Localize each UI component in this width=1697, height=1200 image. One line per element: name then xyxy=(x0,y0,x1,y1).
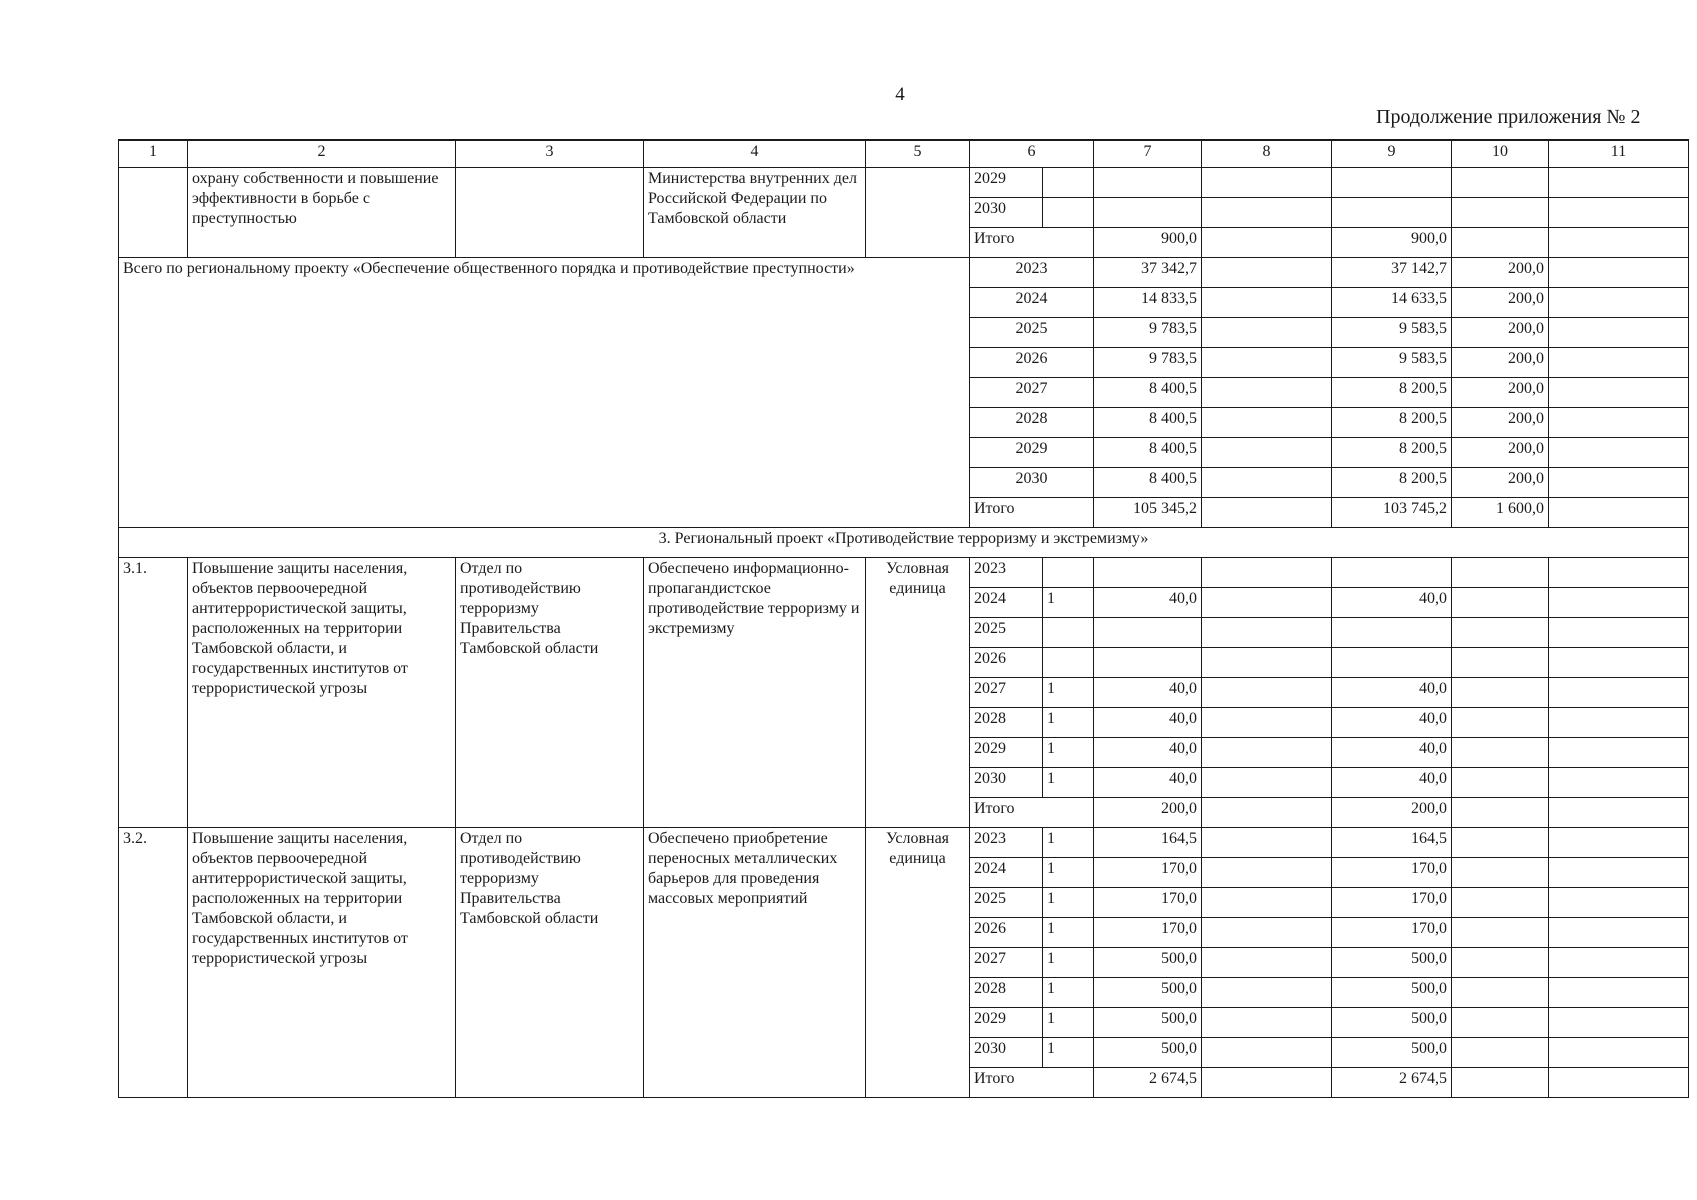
column-header-1: 1 xyxy=(119,140,188,167)
budget-table xyxy=(118,139,1689,1098)
col9-value: 9 583,5 xyxy=(1332,347,1452,377)
col10-value: 200,0 xyxy=(1452,407,1549,437)
col10-value xyxy=(1452,557,1549,587)
col8-value xyxy=(1202,647,1332,677)
col10-value: 1 600,0 xyxy=(1452,497,1549,527)
col7-value: 170,0 xyxy=(1094,917,1202,947)
col11-value xyxy=(1549,407,1689,437)
count-cell: 1 xyxy=(1043,947,1094,977)
col7-value: 9 783,5 xyxy=(1094,347,1202,377)
count-cell xyxy=(1043,557,1094,587)
count-cell: 1 xyxy=(1043,977,1094,1007)
year-cell: 2030 xyxy=(970,197,1043,227)
col7-value: 200,0 xyxy=(1094,797,1202,827)
col8-value xyxy=(1202,797,1332,827)
col9-value: 500,0 xyxy=(1332,1007,1452,1037)
col10-value: 200,0 xyxy=(1452,437,1549,467)
count-cell: 1 xyxy=(1043,1037,1094,1067)
col7-value: 37 342,7 xyxy=(1094,257,1202,287)
col11-value xyxy=(1549,947,1689,977)
col11-value xyxy=(1549,227,1689,257)
col7-value: 9 783,5 xyxy=(1094,317,1202,347)
col11-value xyxy=(1549,797,1689,827)
col7-value: 40,0 xyxy=(1094,587,1202,617)
year-cell: 2030 xyxy=(970,767,1043,797)
page-number: 4 xyxy=(895,84,905,105)
col7-value: 500,0 xyxy=(1094,947,1202,977)
year-cell: Итого xyxy=(970,1067,1094,1097)
col10-value xyxy=(1452,647,1549,677)
col11-value xyxy=(1549,347,1689,377)
col8-value xyxy=(1202,857,1332,887)
table-row xyxy=(119,257,1689,287)
year-cell: 2028 xyxy=(970,977,1043,1007)
col1-cell xyxy=(119,167,188,257)
col8-value xyxy=(1202,707,1332,737)
year-cell: 2023 xyxy=(970,257,1094,287)
measure-text: Повышение защиты населения, объектов первоочередной антитеррористической защиты, расположенных на территории Тамбовской области, и государственных институтов от террористической угрозы xyxy=(188,827,456,1097)
count-cell: 1 xyxy=(1043,857,1094,887)
year-cell: 2029 xyxy=(970,737,1043,767)
col9-value xyxy=(1332,167,1452,197)
col7-value: 14 833,5 xyxy=(1094,287,1202,317)
col8-value xyxy=(1202,497,1332,527)
col11-value xyxy=(1549,377,1689,407)
col8-value xyxy=(1202,917,1332,947)
col11-value xyxy=(1549,1007,1689,1037)
col11-value xyxy=(1549,257,1689,287)
year-cell: 2026 xyxy=(970,347,1094,377)
col8-value xyxy=(1202,407,1332,437)
col11-value xyxy=(1549,1037,1689,1067)
col11-value xyxy=(1549,1067,1689,1097)
col8-value xyxy=(1202,947,1332,977)
column-header-11: 11 xyxy=(1549,140,1689,167)
column-header-4: 4 xyxy=(644,140,866,167)
col9-value: 500,0 xyxy=(1332,1037,1452,1067)
col9-value xyxy=(1332,197,1452,227)
col11-value xyxy=(1549,617,1689,647)
col9-value: 170,0 xyxy=(1332,887,1452,917)
year-cell: 2025 xyxy=(970,887,1043,917)
col9-value: 170,0 xyxy=(1332,917,1452,947)
col10-value xyxy=(1452,707,1549,737)
column-header-6: 6 xyxy=(970,140,1094,167)
year-cell: 2023 xyxy=(970,557,1043,587)
table-row xyxy=(119,527,1689,557)
col10-value: 200,0 xyxy=(1452,287,1549,317)
col10-value xyxy=(1452,887,1549,917)
unit-text: Условная единица xyxy=(866,557,970,827)
col10-value: 200,0 xyxy=(1452,257,1549,287)
col8-value xyxy=(1202,347,1332,377)
col11-value xyxy=(1549,737,1689,767)
col7-value: 40,0 xyxy=(1094,767,1202,797)
count-cell: 1 xyxy=(1043,827,1094,857)
col9-value: 2 674,5 xyxy=(1332,1067,1452,1097)
col8-value xyxy=(1202,1067,1332,1097)
col10-value: 200,0 xyxy=(1452,467,1549,497)
col10-value: 200,0 xyxy=(1452,347,1549,377)
table-row xyxy=(119,557,1689,587)
col7-value: 40,0 xyxy=(1094,707,1202,737)
column-header-7: 7 xyxy=(1094,140,1202,167)
appendix-caption: Продолжение приложения № 2 xyxy=(1376,106,1641,128)
col9-value: 8 200,5 xyxy=(1332,377,1452,407)
col10-value xyxy=(1452,167,1549,197)
col8-value xyxy=(1202,887,1332,917)
item-number: 3.1. xyxy=(119,557,188,827)
col7-value: 8 400,5 xyxy=(1094,437,1202,467)
col8-value xyxy=(1202,617,1332,647)
item-number: 3.2. xyxy=(119,827,188,1097)
year-cell: 2029 xyxy=(970,1007,1043,1037)
col8-value xyxy=(1202,677,1332,707)
col9-value: 164,5 xyxy=(1332,827,1452,857)
col11-value xyxy=(1549,467,1689,497)
col10-value xyxy=(1452,617,1549,647)
year-cell: 2025 xyxy=(970,317,1094,347)
col11-value xyxy=(1549,317,1689,347)
table-row xyxy=(119,827,1689,857)
responsible-text: Отдел по противодействию терроризму Правительства Тамбовской области xyxy=(456,557,644,827)
responsible-text: Отдел по противодействию терроризму Правительства Тамбовской области xyxy=(456,827,644,1097)
count-cell: 1 xyxy=(1043,767,1094,797)
col10-value xyxy=(1452,197,1549,227)
col8-value xyxy=(1202,227,1332,257)
year-cell: 2029 xyxy=(970,437,1094,467)
col7-value xyxy=(1094,167,1202,197)
col10-value: 200,0 xyxy=(1452,317,1549,347)
col9-value: 103 745,2 xyxy=(1332,497,1452,527)
col8-value xyxy=(1202,377,1332,407)
col9-value: 40,0 xyxy=(1332,737,1452,767)
col8-value xyxy=(1202,557,1332,587)
year-cell: 2028 xyxy=(970,407,1094,437)
col7-value xyxy=(1094,197,1202,227)
col9-value: 8 200,5 xyxy=(1332,437,1452,467)
year-cell: 2024 xyxy=(970,287,1094,317)
year-cell: Итого xyxy=(970,797,1094,827)
col11-value xyxy=(1549,887,1689,917)
col8-value xyxy=(1202,827,1332,857)
col8-value xyxy=(1202,167,1332,197)
year-cell: 2027 xyxy=(970,947,1043,977)
col7-value: 170,0 xyxy=(1094,887,1202,917)
col8-value xyxy=(1202,1007,1332,1037)
col7-value: 500,0 xyxy=(1094,1037,1202,1067)
count-cell: 1 xyxy=(1043,737,1094,767)
col9-value: 200,0 xyxy=(1332,797,1452,827)
measure-text: охрану собственности и повышение эффективности в борьбе с преступностью xyxy=(188,167,456,257)
col8-value xyxy=(1202,257,1332,287)
col7-value: 8 400,5 xyxy=(1094,377,1202,407)
col7-value: 105 345,2 xyxy=(1094,497,1202,527)
col7-value: 8 400,5 xyxy=(1094,467,1202,497)
col9-value xyxy=(1332,617,1452,647)
col11-value xyxy=(1549,857,1689,887)
col10-value xyxy=(1452,1037,1549,1067)
col10-value xyxy=(1452,1007,1549,1037)
col9-value: 9 583,5 xyxy=(1332,317,1452,347)
count-cell: 1 xyxy=(1043,677,1094,707)
year-cell: 2023 xyxy=(970,827,1043,857)
col10-value xyxy=(1452,917,1549,947)
measure-text: Повышение защиты населения, объектов первоочередной антитеррористической защиты, расположенных на территории Тамбовской области, и государственных институтов от террористической угрозы xyxy=(188,557,456,827)
col8-value xyxy=(1202,767,1332,797)
col11-value xyxy=(1549,497,1689,527)
year-cell: 2025 xyxy=(970,617,1043,647)
col8-value xyxy=(1202,587,1332,617)
col8-value xyxy=(1202,1037,1332,1067)
col7-value xyxy=(1094,647,1202,677)
col9-value: 40,0 xyxy=(1332,767,1452,797)
col10-value xyxy=(1452,797,1549,827)
header-row xyxy=(119,140,1689,167)
col7-value: 900,0 xyxy=(1094,227,1202,257)
col9-value: 500,0 xyxy=(1332,977,1452,1007)
col9-value: 900,0 xyxy=(1332,227,1452,257)
col10-value xyxy=(1452,947,1549,977)
col10-value: 200,0 xyxy=(1452,377,1549,407)
col7-value: 40,0 xyxy=(1094,737,1202,767)
year-cell: 2024 xyxy=(970,587,1043,617)
count-cell: 1 xyxy=(1043,887,1094,917)
col11-value xyxy=(1549,977,1689,1007)
count-cell xyxy=(1043,167,1094,197)
project-total-label: Всего по региональному проекту «Обеспечение общественного порядка и противодействие преступности» xyxy=(119,257,970,527)
col8-value xyxy=(1202,467,1332,497)
col8-value xyxy=(1202,737,1332,767)
year-cell: Итого xyxy=(970,497,1094,527)
year-cell: 2027 xyxy=(970,677,1043,707)
col10-value xyxy=(1452,1067,1549,1097)
col7-value: 40,0 xyxy=(1094,677,1202,707)
col11-value xyxy=(1549,707,1689,737)
year-cell: Итого xyxy=(970,227,1094,257)
col8-value xyxy=(1202,437,1332,467)
count-cell: 1 xyxy=(1043,707,1094,737)
col11-value xyxy=(1549,287,1689,317)
col11-value xyxy=(1549,647,1689,677)
col10-value xyxy=(1452,737,1549,767)
col3-cell xyxy=(456,167,644,257)
col8-value xyxy=(1202,977,1332,1007)
col9-value: 8 200,5 xyxy=(1332,467,1452,497)
col9-value: 500,0 xyxy=(1332,947,1452,977)
column-header-9: 9 xyxy=(1332,140,1452,167)
count-cell xyxy=(1043,617,1094,647)
col10-value xyxy=(1452,767,1549,797)
column-header-2: 2 xyxy=(188,140,456,167)
col11-value xyxy=(1549,167,1689,197)
year-cell: 2030 xyxy=(970,1037,1043,1067)
section-title: 3. Региональный проект «Противодействие терроризму и экстремизму» xyxy=(119,527,1689,557)
year-cell: 2027 xyxy=(970,377,1094,407)
col7-value: 170,0 xyxy=(1094,857,1202,887)
col7-value: 8 400,5 xyxy=(1094,407,1202,437)
result-text: Обеспечено приобретение переносных металлических барьеров для проведения массовых мероприятий xyxy=(644,827,866,1097)
col9-value: 170,0 xyxy=(1332,857,1452,887)
year-cell: 2028 xyxy=(970,707,1043,737)
col7-value: 2 674,5 xyxy=(1094,1067,1202,1097)
count-cell: 1 xyxy=(1043,587,1094,617)
column-header-3: 3 xyxy=(456,140,644,167)
col10-value xyxy=(1452,677,1549,707)
year-cell: 2029 xyxy=(970,167,1043,197)
count-cell xyxy=(1043,647,1094,677)
col9-value: 37 142,7 xyxy=(1332,257,1452,287)
col11-value xyxy=(1549,917,1689,947)
col10-value xyxy=(1452,227,1549,257)
col11-value xyxy=(1549,767,1689,797)
col11-value xyxy=(1549,677,1689,707)
col11-value xyxy=(1549,827,1689,857)
col11-value xyxy=(1549,587,1689,617)
year-cell: 2026 xyxy=(970,917,1043,947)
table-row xyxy=(119,167,1689,197)
col7-value: 164,5 xyxy=(1094,827,1202,857)
col5-cell xyxy=(866,167,970,257)
result-text: Обеспечено информационно-пропагандистское противодействие терроризму и экстремизму xyxy=(644,557,866,827)
col9-value: 8 200,5 xyxy=(1332,407,1452,437)
col9-value: 40,0 xyxy=(1332,677,1452,707)
col8-value xyxy=(1202,197,1332,227)
col9-value xyxy=(1332,647,1452,677)
col9-value xyxy=(1332,557,1452,587)
col7-value: 500,0 xyxy=(1094,1007,1202,1037)
col9-value: 14 633,5 xyxy=(1332,287,1452,317)
col10-value xyxy=(1452,857,1549,887)
count-cell: 1 xyxy=(1043,917,1094,947)
col7-value xyxy=(1094,557,1202,587)
col10-value xyxy=(1452,977,1549,1007)
year-cell: 2030 xyxy=(970,467,1094,497)
executor-text: Министерства внутренних дел Российской Федерации по Тамбовской области xyxy=(644,167,866,257)
count-cell xyxy=(1043,197,1094,227)
year-cell: 2026 xyxy=(970,647,1043,677)
year-cell: 2024 xyxy=(970,857,1043,887)
column-header-5: 5 xyxy=(866,140,970,167)
column-header-10: 10 xyxy=(1452,140,1549,167)
unit-text: Условная единица xyxy=(866,827,970,1097)
col10-value xyxy=(1452,827,1549,857)
col7-value: 500,0 xyxy=(1094,977,1202,1007)
col9-value: 40,0 xyxy=(1332,587,1452,617)
col11-value xyxy=(1549,557,1689,587)
col7-value xyxy=(1094,617,1202,647)
col11-value xyxy=(1549,197,1689,227)
column-header-8: 8 xyxy=(1202,140,1332,167)
col8-value xyxy=(1202,317,1332,347)
col8-value xyxy=(1202,287,1332,317)
col11-value xyxy=(1549,437,1689,467)
count-cell: 1 xyxy=(1043,1007,1094,1037)
col10-value xyxy=(1452,587,1549,617)
col9-value: 40,0 xyxy=(1332,707,1452,737)
